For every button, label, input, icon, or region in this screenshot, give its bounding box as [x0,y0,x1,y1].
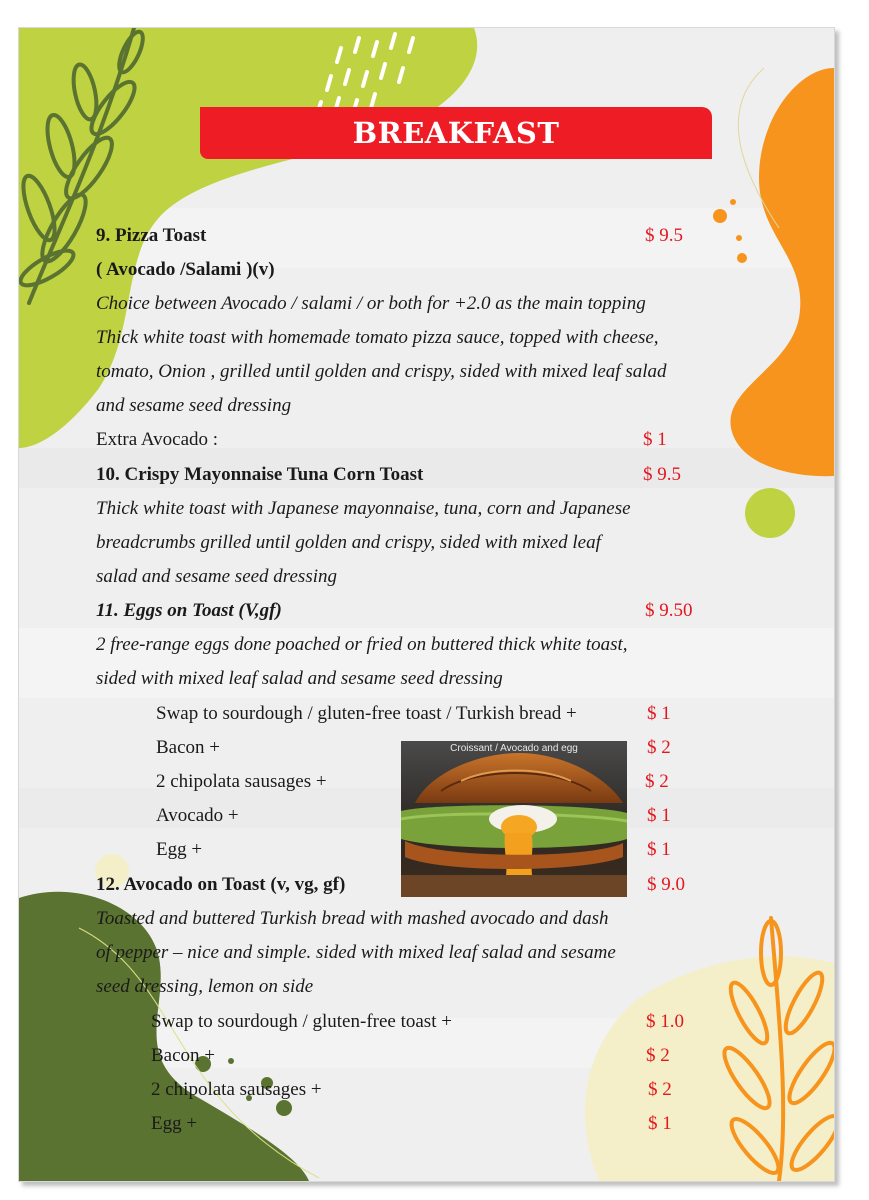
title-banner [200,107,712,159]
item-description-line: Toasted and buttered Turkish bread with mashed avocado and dash [96,908,609,929]
item-price: $ 9.5 [645,225,683,246]
addon-label: Bacon + [151,1045,216,1066]
item-description-line: breadcrumbs grilled until golden and crispy, sided with mixed leaf [96,532,601,553]
item-description-line: tomato, Onion , grilled until golden and crispy, sided with mixed leaf salad [96,361,667,382]
addon-label: Avocado + [156,805,239,826]
addon-price: $ 2 [646,1045,670,1066]
item-price: $ 9.5 [643,464,681,485]
item-description-line: 2 free-range eggs done poached or fried on buttered thick white toast, [96,634,628,655]
item-description-line: seed dressing, lemon on side [96,976,314,997]
item-description-line: sided with mixed leaf salad and sesame seed dressing [96,668,503,689]
item-description-line: and sesame seed dressing [96,395,292,416]
item-description-line: salad and sesame seed dressing [96,566,337,587]
item-description-line: Thick white toast with homemade tomato pizza sauce, topped with cheese, [96,327,659,348]
photo-caption: Croissant / Avocado and egg [450,743,578,754]
addon-price: $ 2 [648,1079,672,1100]
croissant-image-icon [401,741,627,897]
item-subtitle: ( Avocado /Salami )(v) [96,259,275,280]
extra-label: Extra Avocado : [96,429,219,450]
item-description-line: Choice between Avocado / salami / or both for +2.0 as the main topping [96,293,646,314]
addon-price: $ 2 [647,737,671,758]
page-title: BREAKFAST [352,116,560,150]
addon-price: $ 1 [647,805,671,826]
item-description-line: Thick white toast with Japanese mayonnaise, tuna, corn and Japanese [96,498,631,519]
item-name: 11. Eggs on Toast (V,gf) [96,600,282,621]
addon-label: Swap to sourdough / gluten-free toast + [151,1011,452,1032]
addon-label: 2 chipolata sausages + [156,771,327,792]
item-name: 12. Avocado on Toast (v, vg, gf) [96,874,346,895]
item-name: 9. Pizza Toast [96,225,207,246]
item-price: $ 9.0 [647,874,685,895]
addon-price: $ 1 [648,1113,672,1134]
menu-page [18,27,835,1182]
addon-price: $ 1.0 [646,1011,684,1032]
item-description-line: of pepper – nice and simple. sided with mixed leaf salad and sesame [96,942,616,963]
lime-dot [745,488,795,538]
orange-blob [730,68,834,476]
addon-label: Swap to sourdough / gluten-free toast / Turkish bread + [156,703,577,724]
croissant-photo [401,741,627,897]
item-price: $ 9.50 [645,600,693,621]
extra-price: $ 1 [643,429,667,450]
addon-label: Bacon + [156,737,221,758]
addon-label: 2 chipolata sausages + [151,1079,322,1100]
addon-label: Egg + [156,839,203,860]
addon-price: $ 1 [647,839,671,860]
addon-price: $ 1 [647,703,671,724]
addon-label: Egg + [151,1113,198,1134]
addon-price: $ 2 [645,771,669,792]
item-name: 10. Crispy Mayonnaise Tuna Corn Toast [96,464,424,485]
